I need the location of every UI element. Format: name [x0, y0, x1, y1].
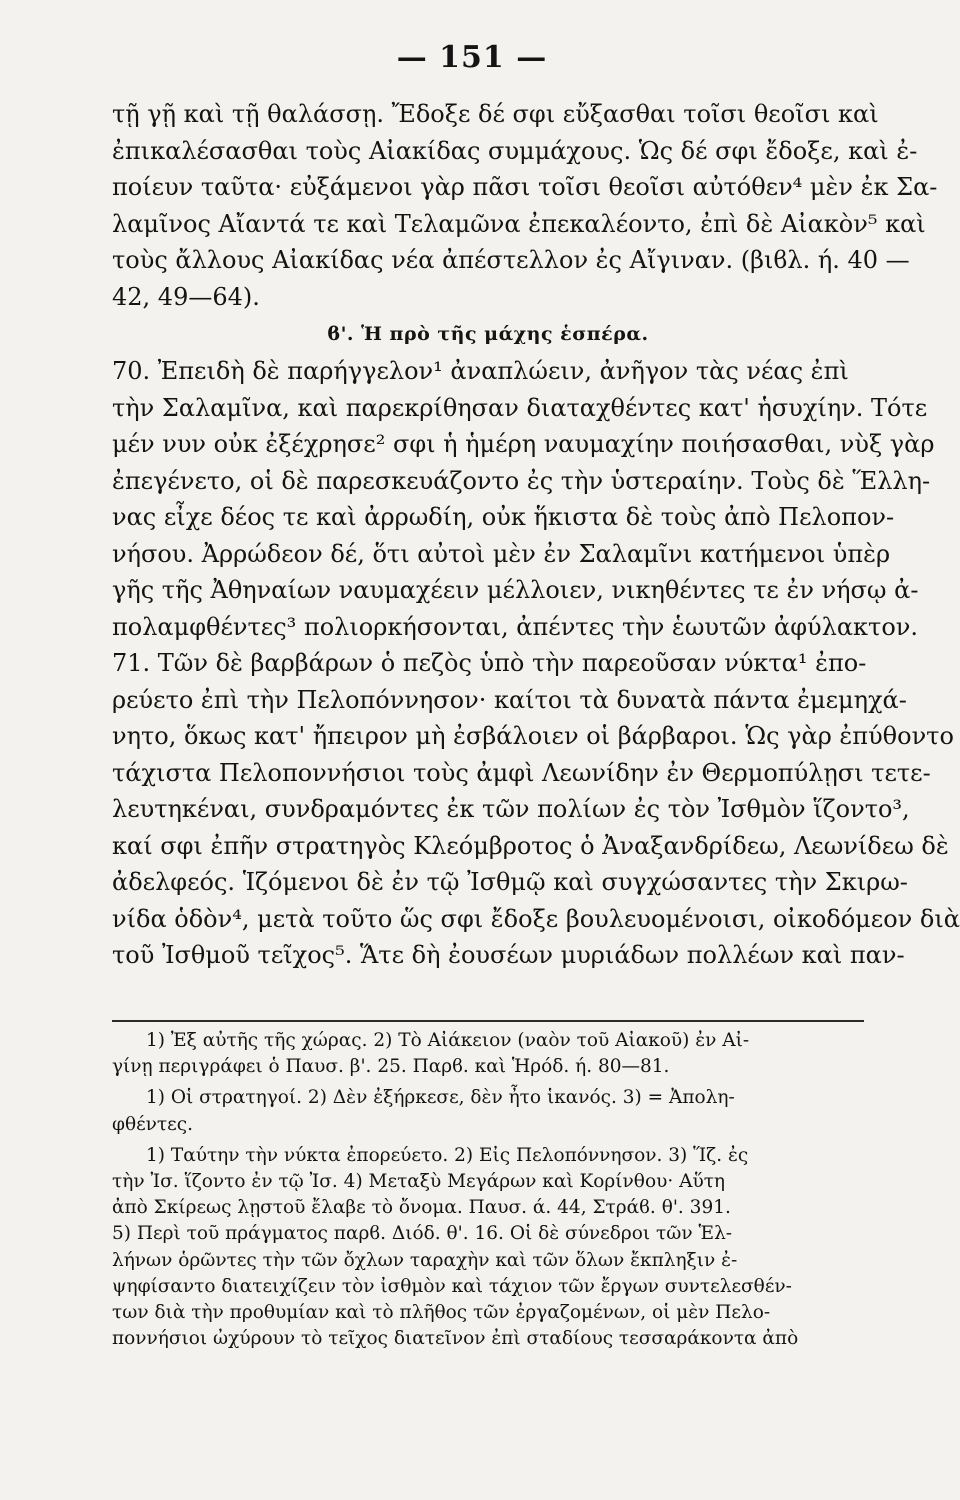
footnote-line: ψηφίσαντο διατειχίζειν τὸν ἰσθμὸν καὶ τάχιον τῶν ἔργων συντελεσθέν-: [112, 1275, 792, 1297]
section-heading: ϐ'. Ἡ πρὸ τῆς μάχης ἑσπέρα.: [327, 323, 649, 345]
text-line: ποίευν ταῦτα· εὐξάμενοι γὰρ πᾶσι τοῖσι θεοῖσι αὐτόθεν⁴ μὲν ἐκ Σα-: [112, 173, 938, 201]
text-line: νήσου. Ἀρρώδεον δέ, ὅτι αὐτοὶ μὲν ἐν Σαλαμῖνι κατήμενοι ὑπὲρ: [112, 539, 891, 568]
footnote-line: ποννήσιοι ὠχύρουν τὸ τεῖχος διατεῖνον ἐπὶ σταδίους τεσσαράκοντα ἀπὸ: [112, 1328, 799, 1350]
footnote-line: ἀπὸ Σκίρεως λῃστοῦ ἔλαβε τὸ ὄνομα. Παυσ. ά. 44, Στράϐ. θ'. 391.: [112, 1197, 731, 1219]
text-line: λευτηκέναι, συνδραμόντες ἐκ τῶν πολίων ἐς τὸν Ἰσθμὸν ἵζοντο³,: [112, 795, 910, 823]
text-line: λαμῖνος Αἴαντά τε καὶ Τελαμῶνα ἐπεκαλέοντο, ἐπὶ δὲ Αἰακὸν⁵ καὶ: [112, 209, 926, 238]
text-line: 42, 49—64).: [112, 282, 260, 311]
footnote-divider: [112, 1020, 864, 1022]
text-line: μέν νυν οὐκ ἐξέχρησε² σφι ἡ ἡμέρη ναυμαχίην ποιήσασθαι, νὺξ γὰρ: [112, 430, 935, 458]
text-line: 70. Ἐπειδὴ δὲ παρήγγελον¹ ἀναπλώειν, ἀνῆγον τὰς νέας ἐπὶ: [112, 357, 849, 385]
text-line: τῇ γῇ καὶ τῇ θαλάσσῃ. Ἔδοξε δέ σφι εὔξασθαι τοῖσι θεοῖσι καὶ: [112, 100, 879, 128]
text-line: νίδα ὁδὸν⁴, μετὰ τοῦτο ὥς σφι ἔδοξε βουλευομένοισι, οἰκοδόμεον διὰ: [112, 904, 960, 933]
text-line: 71. Τῶν δὲ βαρβάρων ὁ πεζὸς ὑπὸ τὴν παρεοῦσαν νύκτα¹ ἐπο-: [112, 649, 867, 677]
footnote-line: των διὰ τὴν προθυμίαν καὶ τὸ πλῆθος τῶν ἐργαζομένων, οἱ μὲν Πελο-: [112, 1301, 771, 1323]
text-line: ἀδελφεός. Ἱζόμενοι δὲ ἐν τῷ Ἰσθμῷ καὶ συγχώσαντες τὴν Σκιρω-: [112, 868, 908, 896]
text-line: γῆς τῆς Ἀθηναίων ναυμαχέειν μέλλοιεν, νικηθέντες τε ἐν νήσῳ ἀ-: [112, 576, 919, 604]
footnote-line: γίνῃ περιγράφει ὁ Παυσ. β'. 25. Παρϐ. καὶ Ἡρόδ. ή. 80—81.: [112, 1056, 670, 1078]
main-text: [112, 96, 960, 974]
footnote-line: λήνων ὁρῶντες τὴν τῶν ὄχλων ταραχὴν καὶ τῶν ὅλων ἔκπληξιν ἐ-: [112, 1249, 738, 1271]
footnote-line: φθέντες.: [112, 1113, 193, 1135]
text-line: ἐπεγένετο, οἱ δὲ παρεσκευάζοντο ἐς τὴν ὑστεραίην. Τοὺς δὲ Ἕλλη-: [112, 466, 931, 495]
footnote-line: τὴν Ἰσ. ἵζοντο ἐν τῷ Ἰσ. 4) Μεταξὺ Μεγάρων καὶ Κορίνθου· Αὕτη: [112, 1170, 726, 1192]
text-line: τοὺς ἄλλους Αἰακίδας νέα ἀπέστελλον ἐς Αἴγιναν. (βιϐλ. ή. 40 —: [112, 246, 910, 274]
text-line: ἐπικαλέσασθαι τοὺς Αἰακίδας συμμάχους. Ὡς δέ σφι ἔδοξε, καὶ ἐ-: [112, 136, 918, 165]
text-line: τάχιστα Πελοποννήσιοι τοὺς ἀμφὶ Λεωνίδην ἐν Θερμοπύλῃσι τετε-: [112, 758, 931, 787]
text-line: νας εἶχε δέος τε καὶ ἀρρωδίη, οὐκ ἥκιστα δὲ τοὺς ἀπὸ Πελοπον-: [112, 503, 895, 531]
text-line: πολαμφθέντες³ πολιορκήσονται, ἀπέντες τὴν ἑωυτῶν ἀφύλακτον.: [112, 612, 919, 641]
text-line: καί σφι ἐπῆν στρατηγὸς Κλεόμβροτος ὁ Ἀναξανδρίδεω, Λεωνίδεω δὲ: [112, 831, 949, 860]
text-line: ρεύετο ἐπὶ τὴν Πελοπόννησον· καίτοι τὰ δυνατὰ πάντα ἐμεμηχά-: [112, 685, 907, 714]
text-line: τοῦ Ἰσθμοῦ τεῖχος⁵. Ἅτε δὴ ἐουσέων μυριάδων πολλέων καὶ παν-: [112, 941, 905, 969]
text-line: νητο, ὅκως κατ' ἤπειρον μὴ ἐσβάλοιεν οἱ βάρβαροι. Ὡς γὰρ ἐπύθοντο: [112, 722, 954, 750]
footnote-line: 1) Ταύτην τὴν νύκτα ἐπορεύετο. 2) Εἰς Πελοπόννησον. 3) Ἵζ. ἐς: [146, 1144, 749, 1166]
text-line: τὴν Σαλαμῖνα, καὶ παρεκρίθησαν διαταχθέντες κατ' ἡσυχίην. Τότε: [112, 393, 928, 422]
page-number: — 151 —: [396, 40, 548, 75]
footnotes: [112, 1028, 864, 1352]
footnote-line: 1) Ἐξ αὐτῆς τῆς χώρας. 2) Τὸ Αἰάκειον (ναὸν τοῦ Αἰακοῦ) ἐν Αἰ-: [146, 1030, 750, 1051]
footnote-line: 1) Οἱ στρατηγοί. 2) Δὲν ἐξήρκεσε, δὲν ἦτο ἱκανός. 3) = Ἀπολη-: [146, 1087, 735, 1109]
footnote-line: 5) Περὶ τοῦ πράγματος παρϐ. Διόδ. θ'. 16. Οἱ δὲ σύνεδροι τῶν Ἑλ-: [112, 1223, 733, 1245]
